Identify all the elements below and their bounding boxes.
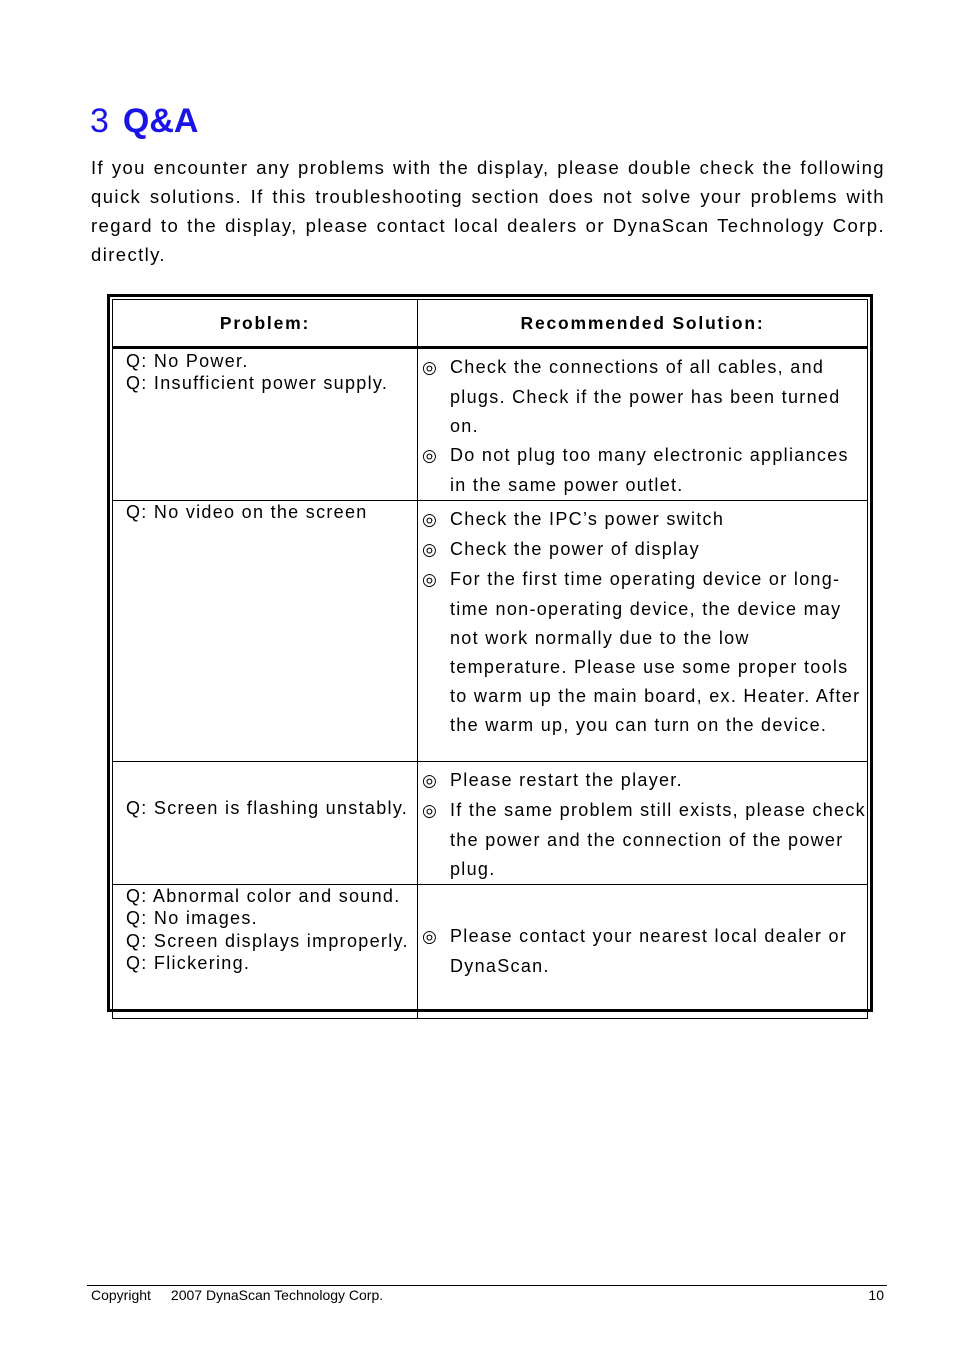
solution-item: ◎ Please restart the player. [420,766,867,796]
problem-cell [113,501,418,762]
solution-item: ◎ Please contact your nearest local dealer or DynaScan. [420,922,867,981]
copyright-label: Copyright [91,1287,151,1303]
bullet-icon: ◎ [422,927,437,947]
solution-item: ◎ Check the IPC’s power switch [420,505,867,535]
solution-cell [418,762,873,885]
solution-item: ◎ For the first time operating device or long-time non-operating device, the device may not work normally due to the low temperature. Please use some proper tools to warm up the main board, ex. Heater. After the warm up, you can turn on the device. [420,565,867,740]
problem-cell [113,885,418,1019]
problem-cell [113,348,418,501]
qa-table [112,299,873,1019]
section-number: 3 [90,102,109,140]
copyright-text: 2007 DynaScan Technology Corp. [170,1287,384,1303]
problem-item: Q: Insufficient power supply. [126,373,389,394]
bullet-icon: ◎ [422,801,437,821]
solution-cell [418,348,868,501]
qa-table-frame [107,294,873,1012]
table-row [113,348,868,501]
bullet-icon: ◎ [422,570,437,590]
bullet-icon: ◎ [422,358,437,378]
header-problem: Problem: [113,300,418,348]
bullet-icon: ◎ [422,771,437,791]
bullet-icon: ◎ [422,510,437,530]
solution-cell [418,885,868,1019]
table-header-row [113,300,868,348]
bullet-icon: ◎ [422,540,437,560]
problem-item: Q: Screen displays improperly. [126,930,409,951]
problem-item: Q: Flickering. [126,953,251,974]
solution-cell [418,501,868,762]
problem-item: Q: Abnormal color and sound. [126,886,401,906]
problem-item: Q: No Power. [126,351,249,371]
section-title: Q&A [122,102,199,140]
solution-item: ◎ Check the power of display [420,535,867,565]
header-solution: Recommended Solution: [418,300,868,348]
section-heading [90,98,198,144]
intro-paragraph: If you encounter any problems with the display, please double check the following quick solutions. If this troubleshooting section does not solve your problems with regard to the display, please contact local dealers or DynaScan Technology Corp. directly. [91,157,885,265]
solution-item: ◎ Do not plug too many electronic appliances in the same power outlet. [420,441,867,500]
problem-item: Q: No video on the screen [126,502,368,522]
problem-cell [113,762,418,885]
bullet-icon: ◎ [422,446,437,466]
problem-item: Q: No images. [126,908,258,929]
table-row [113,501,868,762]
solution-item: ◎ If the same problem still exists, please check the power and the connection of the power plug. [420,796,867,884]
table-row [113,885,868,1019]
table-row [113,762,868,885]
page-footer [91,1286,884,1304]
page-number: 10 [868,1287,884,1303]
solution-item: ◎ Check the connections of all cables, and plugs. Check if the power has been turned on. [420,353,867,441]
problem-item: Q: Screen is flashing unstably. [126,798,409,818]
